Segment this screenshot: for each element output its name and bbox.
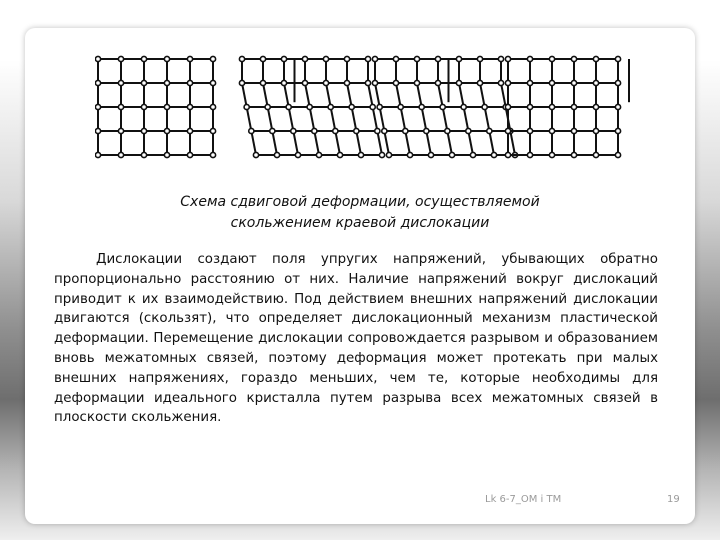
atom-node [571,152,576,157]
lattice-bond [242,83,247,107]
atom-node [571,104,576,109]
atom-node [312,128,317,133]
atom-node [295,152,300,157]
atom-node [571,128,576,133]
lattice-bond [380,107,385,131]
atom-node [593,56,598,61]
atom-node [593,104,598,109]
atom-node [593,128,598,133]
lattice-bond [331,107,336,131]
atom-node [615,128,620,133]
atom-node [354,128,359,133]
atom-node [141,152,146,157]
atom-node [375,128,380,133]
atom-node [265,104,270,109]
atom-node [527,104,532,109]
lattice-bond [293,131,298,155]
atom-node [377,104,382,109]
page-number: 19 [667,494,680,505]
lattice-bond [396,83,401,107]
atom-node [358,152,363,157]
lattice-bond [272,131,277,155]
atom-node [477,80,482,85]
atom-node [615,80,620,85]
slide [25,28,695,524]
atom-node [210,104,215,109]
atom-node [571,80,576,85]
atom-node [118,152,123,157]
atom-node [428,152,433,157]
atom-node [260,56,265,61]
atom-node [118,104,123,109]
atom-node [302,56,307,61]
atom-node [403,128,408,133]
lattice-bond [347,83,352,107]
atom-node [424,128,429,133]
atom-node [435,56,440,61]
atom-node [615,104,620,109]
atom-node [440,104,445,109]
lattice-bond [417,83,422,107]
atom-node [505,128,510,133]
atom-node [382,128,387,133]
atom-node [487,128,492,133]
atom-node [370,104,375,109]
lattice-bond [373,107,378,131]
lattice-bond [464,107,469,131]
footer-label: Lk 6-7_OM i TM [485,494,562,505]
atom-node [323,80,328,85]
atom-node [491,152,496,157]
atom-node [187,80,192,85]
atom-node [498,56,503,61]
atom-node [435,80,440,85]
atom-node [253,152,258,157]
atom-node [482,104,487,109]
atom-node [281,56,286,61]
lattice-bond [422,107,427,131]
atom-node [249,128,254,133]
atom-node [527,80,532,85]
atom-node [365,56,370,61]
atom-node [393,80,398,85]
lattice-bond [247,107,252,131]
lattice-bond [314,131,319,155]
atom-node [407,152,412,157]
atom-node [349,104,354,109]
atom-node [95,152,100,157]
lattice-bond [356,131,361,155]
atom-node [571,56,576,61]
lattice-bond [405,131,410,155]
atom-node [615,152,620,157]
lattice-bond [485,107,490,131]
atom-node [164,152,169,157]
atom-node [307,104,312,109]
atom-node [244,104,249,109]
lattice-bond [501,83,506,107]
atom-node [456,80,461,85]
lattice-bond [326,83,331,107]
lattice-bond [489,131,494,155]
atom-node [210,80,215,85]
lattice-bond [468,131,473,155]
lattice-bond [368,83,373,107]
lattice-bond [305,83,310,107]
atom-node [505,104,510,109]
atom-node [291,128,296,133]
atom-node [344,56,349,61]
atom-node [187,104,192,109]
figure-caption [85,192,635,234]
atom-node [505,80,510,85]
atom-node [210,128,215,133]
atom-node [316,152,321,157]
lattice-bond [438,83,443,107]
atom-node [527,128,532,133]
atom-node [593,152,598,157]
atom-node [274,152,279,157]
atom-node [164,104,169,109]
atom-node [118,128,123,133]
atom-node [505,152,510,157]
atom-node [498,80,503,85]
atom-node [414,56,419,61]
atom-node [470,152,475,157]
atom-node [286,104,291,109]
atom-node [95,80,100,85]
atom-node [386,152,391,157]
lattice-bond [447,131,452,155]
atom-node [260,80,265,85]
dislocation-lattice-diagram [95,48,645,198]
atom-node [187,56,192,61]
atom-node [141,80,146,85]
lattice-bond [377,131,382,155]
atom-node [118,80,123,85]
lattice-bond [426,131,431,155]
atom-node [419,104,424,109]
atom-node [239,80,244,85]
caption-line-2: скольжением краевой дислокации [230,215,490,231]
lattice-bond [251,131,256,155]
lattice-bond [384,131,389,155]
caption-line-1: Схема сдвиговой деформации, осуществляемой [180,194,540,210]
lattice-bond [268,107,273,131]
atom-node [549,80,554,85]
atom-node [449,152,454,157]
atom-node [270,128,275,133]
lattice-bond [375,83,380,107]
lattice-bond [480,83,485,107]
atom-node [164,56,169,61]
atom-node [239,56,244,61]
atom-node [365,80,370,85]
atom-node [615,56,620,61]
body-paragraph: Дислокации создают поля упругих напряжений, убывающих обратно пропорционально расстоянию от них. Наличие напряжений вокруг дислокаций приводит к их взаимодействию. Под действием внешних напряжений дислокации двигаются (скользят), что определяет дислокационный механизм пластической деформации. Перемещение дислокации сопровождается разрывом и образованием вновь межатомных связей, поэтому деформация может протекать при малых внешних напряжениях, гораздо меньших, чем те, которые необходимы для деформации идеального кристалла путем разрыва всех межатомных связей в плоскости скольжения. [54,252,658,426]
lattice-bond [310,107,315,131]
atom-node [527,152,532,157]
atom-node [527,56,532,61]
lattice-bond [510,131,515,155]
atom-node [372,80,377,85]
atom-node [333,128,338,133]
atom-node [187,152,192,157]
atom-node [344,80,349,85]
atom-node [141,128,146,133]
atom-node [302,80,307,85]
atom-node [141,104,146,109]
atom-node [164,80,169,85]
lattice-bond [263,83,268,107]
atom-node [549,152,554,157]
atom-node [164,128,169,133]
lattice-bond [352,107,357,131]
atom-node [414,80,419,85]
atom-node [323,56,328,61]
atom-node [549,104,554,109]
atom-node [372,56,377,61]
atom-node [456,56,461,61]
atom-node [505,56,510,61]
atom-node [549,128,554,133]
atom-node [210,152,215,157]
lattice-bond [335,131,340,155]
lattice-bond [284,83,289,107]
lattice-bond [289,107,294,131]
atom-node [466,128,471,133]
atom-node [337,152,342,157]
atom-node [461,104,466,109]
atom-node [398,104,403,109]
atom-node [379,152,384,157]
lattice-bond [401,107,406,131]
lattice-bond [459,83,464,107]
atom-node [141,56,146,61]
atom-node [187,128,192,133]
atom-node [95,56,100,61]
atom-node [281,80,286,85]
atom-node [549,56,554,61]
atom-node [95,104,100,109]
atom-node [477,56,482,61]
atom-node [95,128,100,133]
atom-node [328,104,333,109]
lattice-bond [443,107,448,131]
atom-node [593,80,598,85]
atom-node [393,56,398,61]
atom-node [445,128,450,133]
atom-node [210,56,215,61]
atom-node [118,56,123,61]
